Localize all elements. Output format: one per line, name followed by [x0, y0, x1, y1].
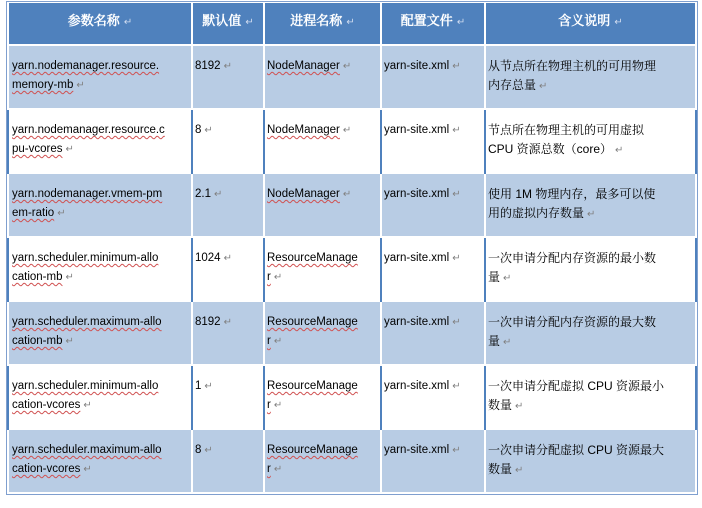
description-cell-line: 数量 — [488, 398, 513, 412]
paragraph-mark-icon: ↵ — [273, 400, 283, 411]
paragraph-mark-icon: ↵ — [204, 381, 213, 392]
description-cell-line: 一次申请分配内存资源的最大数 — [488, 315, 657, 329]
process-name-cell-line: NodeManager — [267, 124, 340, 136]
paragraph-mark-icon: ↵ — [57, 208, 66, 219]
paragraph-mark-icon: ↵ — [204, 445, 213, 456]
paragraph-mark-icon: ↵ — [452, 125, 461, 136]
table-header-row — [8, 3, 696, 46]
config-file-cell — [381, 237, 485, 301]
param-name-cell — [8, 45, 192, 109]
paragraph-mark-icon: ↵ — [452, 61, 461, 72]
config-file-cell-text: yarn-site.xml — [384, 124, 450, 136]
param-name-cell — [8, 109, 192, 173]
paragraph-mark-icon: ↵ — [342, 125, 352, 136]
default-value-cell-text: 8192 — [195, 316, 221, 328]
description-cell-line: 用的虚拟内存数量 — [488, 206, 585, 220]
paragraph-mark-icon: ↵ — [452, 317, 461, 328]
config-file-cell-text: yarn-site.xml — [384, 188, 450, 200]
paragraph-mark-icon: ↵ — [615, 145, 624, 156]
paragraph-mark-icon: ↵ — [223, 317, 232, 328]
param-name-cell-line: memory-mb — [12, 79, 74, 91]
config-file-cell — [381, 301, 485, 365]
param-name-cell-line: yarn.scheduler.maximum-allo — [12, 316, 162, 328]
default-value-cell — [192, 173, 264, 237]
default-value-cell-text: 2.1 — [195, 188, 211, 200]
description-cell — [485, 429, 696, 493]
paragraph-mark-icon: ↵ — [65, 272, 74, 283]
config-file-cell-text: yarn-site.xml — [384, 316, 450, 328]
paragraph-mark-icon: ↵ — [342, 189, 352, 200]
table-row — [8, 429, 696, 493]
header-description: 含义说明 ↵ — [485, 3, 696, 46]
paragraph-mark-icon: ↵ — [539, 81, 548, 92]
config-file-cell-text: yarn-site.xml — [384, 380, 450, 392]
default-value-cell-text: 1 — [195, 380, 202, 392]
param-name-cell-line: yarn.nodemanager.resource.c — [12, 124, 165, 136]
process-name-cell-line: r — [267, 399, 271, 411]
config-file-cell — [381, 109, 485, 173]
paragraph-mark-icon: ↵ — [223, 253, 232, 264]
param-name-cell — [8, 429, 192, 493]
default-value-cell — [192, 237, 264, 301]
description-cell-line: 数量 — [488, 462, 513, 476]
paragraph-mark-icon: ↵ — [503, 337, 512, 348]
process-name-cell-line: r — [267, 463, 271, 475]
param-name-cell-line: cation-mb — [12, 335, 63, 347]
config-file-cell — [381, 45, 485, 109]
description-cell — [485, 237, 696, 301]
param-name-cell-line: yarn.scheduler.minimum-allo — [12, 252, 159, 264]
param-name-cell-line: yarn.scheduler.maximum-allo — [12, 444, 162, 456]
param-name-cell-line: cation-vcores — [12, 463, 81, 475]
description-cell — [485, 109, 696, 173]
description-cell — [485, 173, 696, 237]
param-name-cell-line: yarn.nodemanager.resource. — [12, 60, 160, 72]
process-name-cell — [264, 237, 381, 301]
param-name-cell-line: yarn.scheduler.minimum-allo — [12, 380, 159, 392]
paragraph-mark-icon: ↵ — [65, 336, 74, 347]
default-value-cell-text: 8192 — [195, 60, 221, 72]
param-name-cell-line: yarn.nodemanager.vmem-pm — [12, 188, 163, 200]
process-name-cell — [264, 109, 381, 173]
description-cell-line: 从节点所在物理主机的可用物理 — [488, 59, 657, 73]
default-value-cell-text: 1024 — [195, 252, 221, 264]
config-file-cell-text: yarn-site.xml — [384, 444, 450, 456]
description-cell-line: CPU 资源总数（core） — [488, 142, 613, 156]
process-name-cell-line: r — [267, 271, 271, 283]
config-file-cell — [381, 429, 485, 493]
process-name-cell-line: ResourceManage — [267, 316, 358, 328]
param-name-cell — [8, 365, 192, 429]
process-name-cell — [264, 301, 381, 365]
config-file-cell-text: yarn-site.xml — [384, 60, 450, 72]
paragraph-mark-icon: ↵ — [587, 209, 596, 220]
table-row — [8, 237, 696, 301]
default-value-cell — [192, 301, 264, 365]
header-param-name: 参数名称 ↵ — [8, 3, 192, 46]
default-value-cell — [192, 109, 264, 173]
paragraph-mark-icon: ↵ — [83, 464, 92, 475]
paragraph-mark-icon: ↵ — [515, 401, 524, 412]
paragraph-mark-icon: ↵ — [214, 189, 223, 200]
paragraph-mark-icon: ↵ — [76, 80, 85, 91]
param-name-cell-line: em-ratio — [12, 207, 55, 219]
paragraph-mark-icon: ↵ — [65, 144, 74, 155]
table-row — [8, 365, 696, 429]
process-name-cell-line: NodeManager — [267, 60, 340, 72]
process-name-cell-line: r — [267, 335, 271, 347]
process-name-cell — [264, 173, 381, 237]
table-row — [8, 45, 696, 109]
config-file-cell-text: yarn-site.xml — [384, 252, 450, 264]
param-name-cell-line: cation-mb — [12, 271, 63, 283]
paragraph-mark-icon: ↵ — [452, 381, 461, 392]
default-value-cell-text: 8 — [195, 124, 202, 136]
header-config-file: 配置文件 ↵ — [381, 3, 485, 46]
description-cell — [485, 301, 696, 365]
default-value-cell-text: 8 — [195, 444, 202, 456]
paragraph-mark-icon: ↵ — [342, 61, 352, 72]
paragraph-mark-icon: ↵ — [83, 400, 92, 411]
description-cell-line: 一次申请分配虚拟 CPU 资源最大 — [488, 443, 665, 457]
paragraph-mark-icon: ↵ — [452, 253, 461, 264]
description-cell-line: 一次申请分配虚拟 CPU 资源最小 — [488, 379, 665, 393]
process-name-cell — [264, 365, 381, 429]
param-name-cell-line: cation-vcores — [12, 399, 81, 411]
table-row — [8, 301, 696, 365]
yarn-config-table — [7, 2, 697, 494]
description-cell-line: 量 — [488, 270, 501, 284]
process-name-cell-line: ResourceManage — [267, 444, 358, 456]
config-file-cell — [381, 173, 485, 237]
paragraph-mark-icon: ↵ — [204, 125, 213, 136]
param-name-cell-line: pu-vcores — [12, 143, 63, 155]
description-cell-line: 量 — [488, 334, 501, 348]
paragraph-mark-icon: ↵ — [273, 464, 283, 475]
param-name-cell — [8, 301, 192, 365]
process-name-cell-line: ResourceManage — [267, 252, 358, 264]
description-cell — [485, 365, 696, 429]
paragraph-mark-icon: ↵ — [452, 189, 461, 200]
process-name-cell-line: NodeManager — [267, 188, 340, 200]
paragraph-mark-icon: ↵ — [503, 273, 512, 284]
paragraph-mark-icon: ↵ — [515, 465, 524, 476]
process-name-cell — [264, 45, 381, 109]
description-cell-line: 内存总量 — [488, 78, 537, 92]
default-value-cell — [192, 365, 264, 429]
process-name-cell-line: ResourceManage — [267, 380, 358, 392]
description-cell-line: 使用 1M 物理内存，最多可以使 — [488, 187, 656, 201]
description-cell-line: 一次申请分配内存资源的最小数 — [488, 251, 657, 265]
paragraph-mark-icon: ↵ — [273, 336, 283, 347]
param-name-cell — [8, 237, 192, 301]
process-name-cell — [264, 429, 381, 493]
header-process-name: 进程名称 ↵ — [264, 3, 381, 46]
default-value-cell — [192, 45, 264, 109]
table-row — [8, 109, 696, 173]
table-row — [8, 173, 696, 237]
default-value-cell — [192, 429, 264, 493]
paragraph-mark-icon: ↵ — [273, 272, 283, 283]
paragraph-mark-icon: ↵ — [452, 445, 461, 456]
description-cell-line: 节点所在物理主机的可用虚拟 — [488, 123, 645, 137]
param-name-cell — [8, 173, 192, 237]
header-default-value: 默认值 ↵ — [192, 3, 264, 46]
config-file-cell — [381, 365, 485, 429]
paragraph-mark-icon: ↵ — [223, 61, 232, 72]
description-cell — [485, 45, 696, 109]
